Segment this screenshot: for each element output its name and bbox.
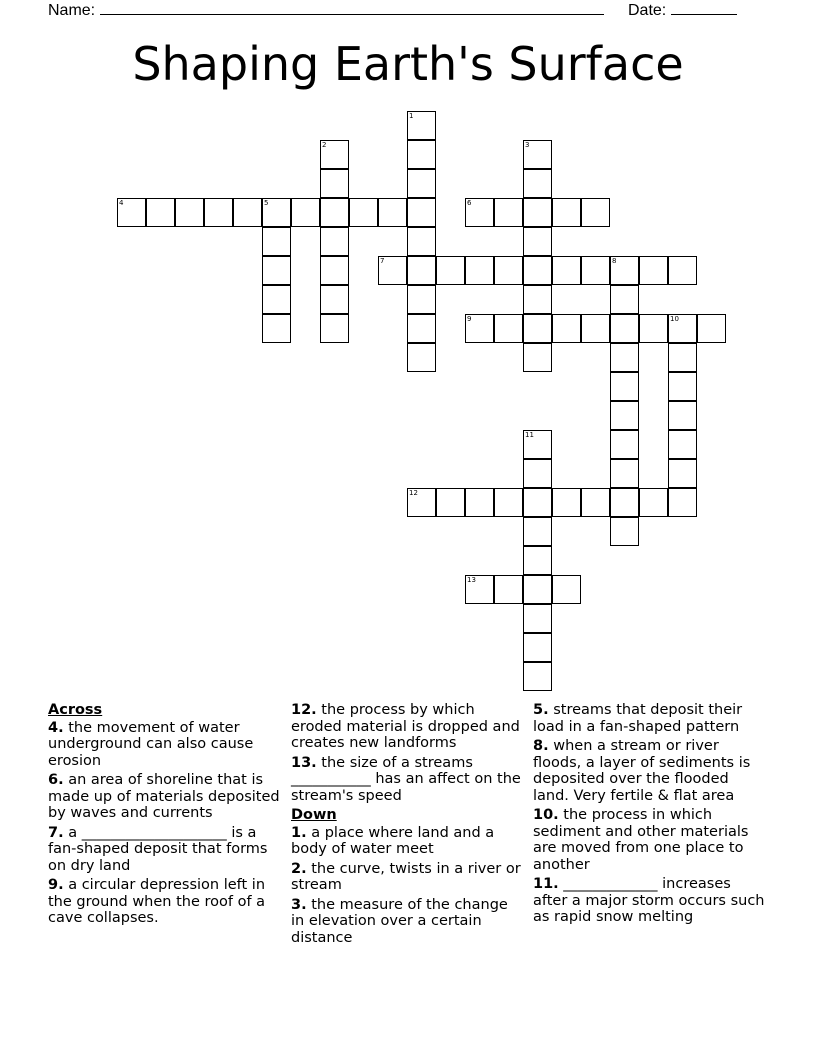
crossword-cell[interactable]	[552, 198, 581, 227]
crossword-cell[interactable]	[581, 256, 610, 285]
crossword-cell[interactable]	[523, 285, 552, 314]
crossword-cell[interactable]	[175, 198, 204, 227]
cell-number: 3	[525, 141, 530, 149]
crossword-cell[interactable]	[407, 169, 436, 198]
crossword-cell[interactable]	[262, 198, 291, 227]
crossword-cell[interactable]	[320, 227, 349, 256]
crossword-cell[interactable]	[639, 488, 668, 517]
crossword-cell[interactable]	[523, 517, 552, 546]
crossword-cell[interactable]	[407, 314, 436, 343]
clue-text: the curve, twists in a river or stream	[291, 860, 521, 893]
clues-column-3	[533, 702, 765, 929]
crossword-cell[interactable]	[465, 198, 494, 227]
across-heading: Across	[48, 702, 103, 718]
crossword-cell[interactable]	[523, 662, 552, 691]
clue-across-4	[48, 720, 280, 770]
cell-number: 11	[525, 431, 534, 439]
crossword-cell[interactable]	[668, 314, 697, 343]
crossword-cell[interactable]	[552, 256, 581, 285]
crossword-cell[interactable]	[552, 575, 581, 604]
crossword-cell[interactable]	[639, 314, 668, 343]
crossword-cell[interactable]	[320, 198, 349, 227]
crossword-cell[interactable]	[349, 198, 378, 227]
crossword-cell[interactable]	[523, 169, 552, 198]
crossword-cell[interactable]	[233, 198, 262, 227]
name-label: Name:	[48, 2, 96, 19]
clue-number: 10.	[533, 807, 559, 823]
clue-text: a circular depression left in the ground when the roof of a cave collapses.	[48, 877, 266, 926]
crossword-cell[interactable]	[407, 140, 436, 169]
crossword-cell[interactable]	[465, 256, 494, 285]
crossword-cell[interactable]	[581, 198, 610, 227]
crossword-cell[interactable]	[610, 256, 639, 285]
crossword-cell[interactable]	[262, 256, 291, 285]
crossword-cell[interactable]	[320, 169, 349, 198]
date-label: Date:	[628, 2, 667, 19]
clue-down-1	[291, 825, 523, 858]
crossword-cell[interactable]	[436, 256, 465, 285]
clue-text: _____________ increases after a major storm occurs such as rapid snow melting	[533, 876, 765, 925]
crossword-cell[interactable]	[320, 140, 349, 169]
crossword-cell[interactable]	[494, 575, 523, 604]
cell-number: 9	[467, 315, 472, 323]
crossword-cell[interactable]	[610, 488, 639, 517]
crossword-cell[interactable]	[465, 488, 494, 517]
crossword-cell[interactable]	[407, 343, 436, 372]
crossword-cell[interactable]	[668, 430, 697, 459]
crossword-cell[interactable]	[407, 227, 436, 256]
crossword-cell[interactable]	[465, 314, 494, 343]
cell-number: 12	[409, 489, 418, 497]
clue-number: 3.	[291, 896, 307, 913]
puzzle-title: Shaping Earth's Surface	[132, 37, 684, 91]
clue-text: the process by which eroded material is dropped and creates new landforms	[291, 702, 520, 751]
crossword-cell[interactable]	[610, 372, 639, 401]
clue-text: a place where land and a body of water meet	[291, 824, 495, 857]
crossword-cell[interactable]	[378, 198, 407, 227]
crossword-cell[interactable]	[494, 256, 523, 285]
crossword-cell[interactable]	[523, 604, 552, 633]
crossword-cell[interactable]	[320, 256, 349, 285]
crossword-cell[interactable]	[436, 488, 465, 517]
crossword-cell[interactable]	[494, 314, 523, 343]
crossword-cell[interactable]	[610, 285, 639, 314]
crossword-cell[interactable]	[407, 488, 436, 517]
crossword-cell[interactable]	[523, 314, 552, 343]
cell-number: 4	[119, 199, 124, 207]
crossword-cell[interactable]	[610, 430, 639, 459]
clue-number: 8.	[533, 738, 549, 754]
clue-number: 7.	[48, 824, 64, 841]
clue-down-8	[533, 738, 765, 804]
crossword-cell[interactable]	[552, 488, 581, 517]
cell-number: 8	[612, 257, 617, 265]
crossword-cell[interactable]	[262, 314, 291, 343]
crossword-cell[interactable]	[320, 285, 349, 314]
crossword-cell[interactable]	[378, 256, 407, 285]
crossword-cell[interactable]	[668, 372, 697, 401]
crossword-cell[interactable]	[610, 459, 639, 488]
clue-text: an area of shoreline that is made up of materials deposited by waves and currents	[48, 772, 280, 821]
cell-number: 10	[670, 315, 679, 323]
clue-text: streams that deposit their load in a fan-shaped pattern	[533, 702, 743, 735]
clue-down-11	[533, 876, 765, 926]
crossword-cell[interactable]	[523, 575, 552, 604]
crossword-cell[interactable]	[668, 256, 697, 285]
clue-across-9	[48, 877, 280, 927]
crossword-cell[interactable]	[407, 256, 436, 285]
clue-across-13	[291, 755, 523, 805]
clue-across-7	[48, 825, 280, 875]
crossword-cell[interactable]	[407, 198, 436, 227]
crossword-cell[interactable]	[668, 459, 697, 488]
clue-number: 12.	[291, 702, 317, 718]
crossword-cell[interactable]	[494, 198, 523, 227]
clue-across-12	[291, 702, 523, 752]
crossword-cell[interactable]	[552, 314, 581, 343]
clue-text: the measure of the change in elevation over a certain distance	[291, 896, 508, 946]
cell-number: 13	[467, 576, 476, 584]
crossword-cell[interactable]	[291, 198, 320, 227]
crossword-cell[interactable]	[262, 285, 291, 314]
crossword-cell[interactable]	[523, 488, 552, 517]
clue-number: 4.	[48, 719, 64, 736]
crossword-cell[interactable]	[494, 488, 523, 517]
clue-text: a ____________________ is a fan-shaped deposit that forms on dry land	[48, 824, 268, 874]
crossword-cell[interactable]	[204, 198, 233, 227]
crossword-cell[interactable]	[262, 227, 291, 256]
crossword-cell[interactable]	[610, 343, 639, 372]
crossword-cell[interactable]	[668, 401, 697, 430]
clue-number: 6.	[48, 772, 64, 788]
clue-down-10	[533, 807, 765, 873]
clue-number: 13.	[291, 754, 317, 771]
crossword-cell[interactable]	[523, 343, 552, 372]
crossword-cell[interactable]	[523, 227, 552, 256]
clue-across-6	[48, 772, 280, 822]
clues-column-1	[48, 702, 280, 930]
clue-text: when a stream or river floods, a layer of sediments is deposited over the flooded land. Very fertile & flat area	[533, 738, 751, 804]
cell-number: 7	[380, 257, 385, 265]
clue-text: the process in which sediment and other materials are moved from one place to another	[533, 807, 749, 873]
crossword-cell[interactable]	[523, 459, 552, 488]
crossword-cell[interactable]	[407, 285, 436, 314]
crossword-cell[interactable]	[639, 256, 668, 285]
clue-number: 5.	[533, 702, 549, 718]
down-heading: Down	[291, 807, 337, 823]
clue-number: 11.	[533, 876, 559, 892]
clues-column-2	[291, 702, 523, 949]
clue-down-5	[533, 702, 765, 735]
crossword-cell[interactable]	[320, 314, 349, 343]
clue-text: the size of a streams ___________ has an affect on the stream's speed	[291, 754, 521, 804]
cell-number: 1	[409, 112, 414, 120]
clue-number: 9.	[48, 877, 64, 893]
crossword-cell[interactable]	[523, 198, 552, 227]
cell-number: 2	[322, 141, 327, 149]
cell-number: 5	[264, 199, 269, 207]
clue-text: the movement of water underground can also cause erosion	[48, 719, 254, 769]
cell-number: 6	[467, 199, 472, 207]
crossword-cell[interactable]	[523, 633, 552, 662]
crossword-cell[interactable]	[117, 198, 146, 227]
clue-number: 2.	[291, 860, 307, 877]
clue-down-3	[291, 897, 523, 947]
crossword-cell[interactable]	[146, 198, 175, 227]
crossword-cell[interactable]	[668, 488, 697, 517]
crossword-cell[interactable]	[610, 401, 639, 430]
crossword-cell[interactable]	[610, 314, 639, 343]
clue-number: 1.	[291, 824, 307, 841]
crossword-cell[interactable]	[610, 517, 639, 546]
crossword-cell[interactable]	[581, 488, 610, 517]
crossword-cell[interactable]	[523, 546, 552, 575]
crossword-cell[interactable]	[581, 314, 610, 343]
crossword-cell[interactable]	[523, 256, 552, 285]
crossword-cell[interactable]	[523, 430, 552, 459]
crossword-cell[interactable]	[668, 343, 697, 372]
clue-down-2	[291, 861, 523, 894]
crossword-cell[interactable]	[697, 314, 726, 343]
crossword-cell[interactable]	[465, 575, 494, 604]
crossword-cell[interactable]	[523, 140, 552, 169]
crossword-cell[interactable]	[407, 111, 436, 140]
